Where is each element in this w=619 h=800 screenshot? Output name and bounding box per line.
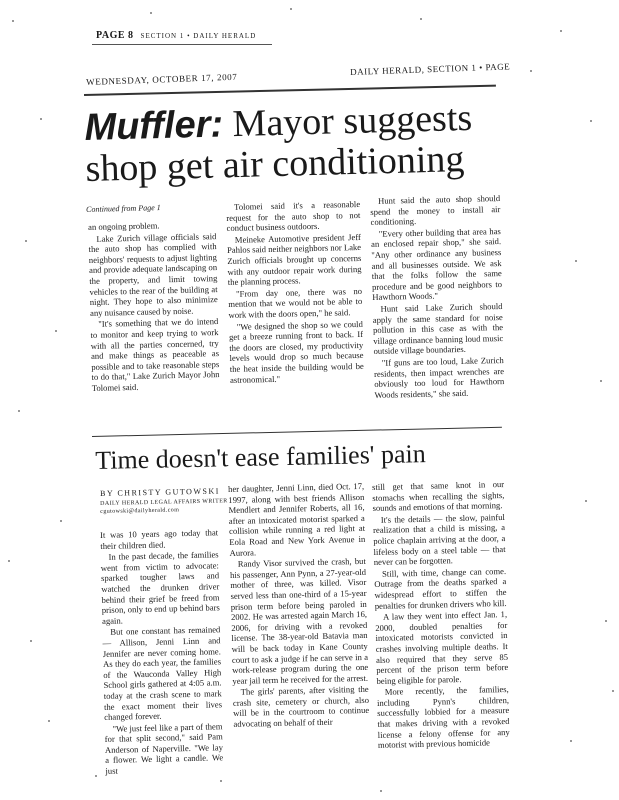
paragraph: an ongoing problem. xyxy=(88,220,160,232)
paragraph: still get that same knot in our stomachs when recalling the sights, sounds and emotions of that morning. xyxy=(372,479,505,514)
paragraph: More recently, the families, including Pynn's children, successfully lobbied for a measure that makes driving with a revoked license a felony offense for any motorist with previous homicide xyxy=(376,684,510,751)
paragraph: It was 10 years ago today that their children died. xyxy=(100,527,219,551)
paragraph: The girls' parents, after visiting the crash site, cemetery or church, also will be in the courtroom to continue advocating on behalf of their xyxy=(232,684,370,729)
story1-column-1 xyxy=(88,219,220,394)
staff-title: DAILY HERALD LEGAL AFFAIRS WRITER xyxy=(100,498,228,507)
story1-headline xyxy=(84,96,526,189)
story1-column-2 xyxy=(226,199,364,386)
story2-column-1 xyxy=(100,527,224,777)
paragraph: Tolomei said it's a reasonable request for the auto shop to not conduct business outdoors. xyxy=(226,198,361,234)
section-label: SECTION 1 • DAILY HERALD xyxy=(140,32,257,40)
dateline: WEDNESDAY, OCTOBER 17, 2007 xyxy=(86,71,238,87)
story2-column-3 xyxy=(372,479,510,752)
paragraph: But one constant has remained — Allison, Jenni Linn and Jennifer are never coming home. As they do each year, the families of the Wauconda Valley High School girls gathered at 4:05 a.m. today at the crash scene to mark the exact moment their lives changed forever. xyxy=(102,624,223,723)
header-rule xyxy=(92,44,272,45)
paragraph: Hunt said the auto shop should spend the money to install air conditioning. xyxy=(370,193,501,228)
paragraph: "From day one, there was no mention that we would not be able to work with the doors open," he said. xyxy=(228,285,363,320)
story1-column-3 xyxy=(370,193,505,401)
paragraph: It's the details — the slow, painful realization that a child is missing, a police chaplain arriving at the door, a lifeless body on a steel table — that never can be forgotten. xyxy=(372,511,506,568)
story-divider xyxy=(92,427,502,437)
paragraph: "We designed the shop so we could get a breeze running front to back. If the doors are closed, my productivity levels would drop so much because the heat inside the building would be astronomical." xyxy=(228,318,364,385)
headline-kicker: Muffler: xyxy=(83,103,224,149)
paragraph: Randy Visor survived the crash, but his passenger, Ann Pynn, a 27-year-old mother of three, was killed. Visor served less than one-third of a 15-year prison term before being paroled in 2002. He was arrested again March 16, 2006, for driving with a revoked license. The 38-year-old Batavia man will be back today in Kane County court to ask a judge if he can serve in a work-release program during the one year jail term he received for the arrest. xyxy=(229,556,369,686)
masthead-right: DAILY HERALD, SECTION 1 • PAGE xyxy=(350,61,511,77)
paragraph: A law they went into effect Jan. 1, 2000, doubled penalties for intoxicated motorists convicted in crashes involving multiple deaths. It also required that they serve 85 percent of the prison term before being eligible for parole. xyxy=(375,609,509,686)
page-header xyxy=(96,30,256,41)
paragraph: Meineke Automotive president Jeff Pahlos said neither neighbors nor Lake Zurich officials brought up concerns with any outdoor repair work during the planning process. xyxy=(226,231,362,288)
paragraph: Still, with time, change can come. Outrage from the deaths sparked a widespread effort to stiffen the penalties for drunken drivers who kill. xyxy=(374,565,507,611)
story2-column-2 xyxy=(228,481,370,731)
paragraph: Lake Zurich village officials said the auto shop has complied with neighbors' requests to adjust lighting and provide adequate landscaping on the property, and limit towing vehicles to the rear of the building at night. They hope to also minimize any nuisance caused by noise. xyxy=(88,230,218,318)
staff-credit xyxy=(100,497,228,516)
top-rule xyxy=(84,85,496,96)
paragraph: Hunt said Lake Zurich should apply the same standard for noise pollution in this case as with the village ordinance banning loud music outside village boundaries. xyxy=(372,300,504,357)
byline: BY CHRISTY GUTOWSKI xyxy=(100,486,220,498)
paragraph: In the past decade, the families went from victim to advocate: sparked tougher laws and watched the drunken driver behind their grief be freed from prison, only to end up behind bars again. xyxy=(100,549,220,626)
story2-headline: Time doesn't ease families' pain xyxy=(95,439,427,475)
paragraph: "We just feel like a part of them for that split second," said Pam Anderson of Naperville. "We lay a flower. We light a candle. We just xyxy=(104,720,224,776)
continued-from: Continued from Page 1 xyxy=(86,203,161,214)
headline-text: Mayor suggests shop get air conditioning xyxy=(85,96,473,190)
staff-email: cgutowski@dailyherald.com xyxy=(100,507,180,515)
page-number: PAGE 8 xyxy=(96,30,134,41)
paragraph: "It's something that we do intend to monitor and keep trying to work with all the parties concerned, try and make things as peaceable as possible and to take reasonable steps to do that," Lake Zurich Mayor John Tolomei said. xyxy=(90,316,220,393)
paragraph: "If guns are too loud, Lake Zurich residents, then impact wrenches are obviously too loud for Hawthorn Woods residents," she said. xyxy=(373,354,505,400)
paragraph: "Every other building that area has an enclosed repair shop," she said. "Any other ordinance any business and all businesses outside. We ask that the folks follow the same procedure and be good neighbors to Hawthorn Woods." xyxy=(370,225,503,303)
paragraph: her daughter, Jenni Linn, died Oct. 17, 1997, along with best friends Allison Mendlert and Jennifer Roberts, all 16, after an intoxicated motorist sparked a collision while running a red light at Eola Road and New York Avenue in Aurora. xyxy=(228,480,366,558)
